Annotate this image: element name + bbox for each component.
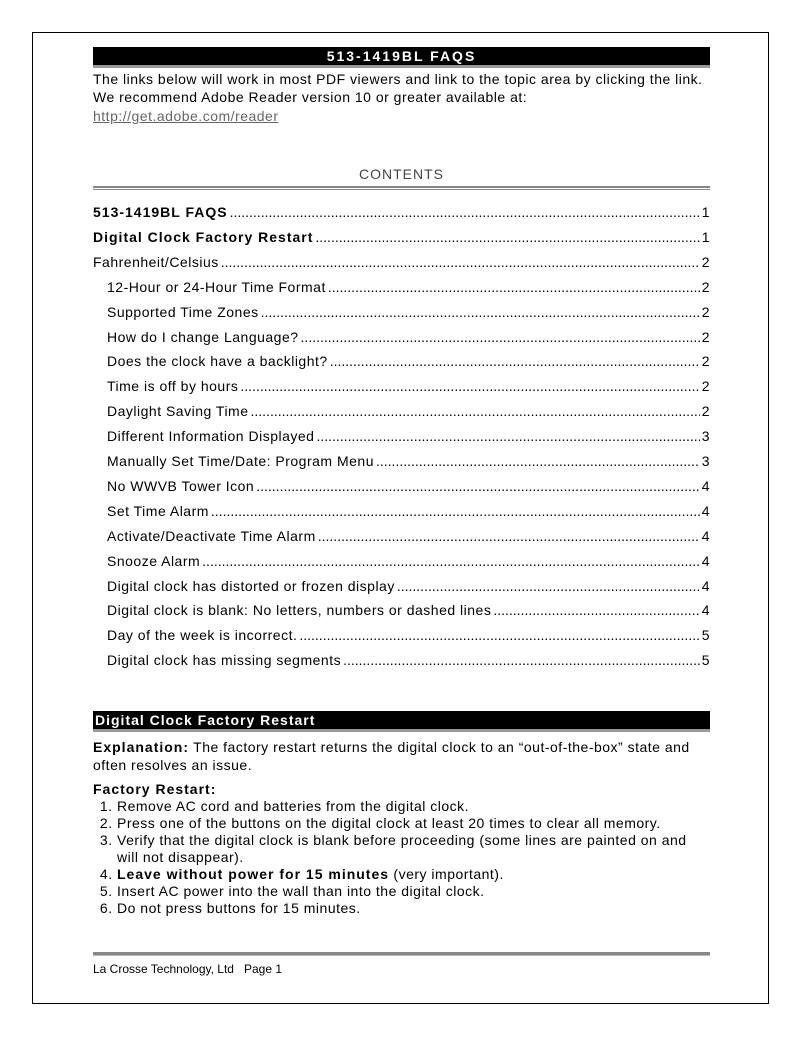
toc-entry[interactable] [107, 552, 710, 570]
toc-leader [318, 527, 700, 545]
toc-page-number: 1 [701, 204, 710, 220]
toc-page-number: 4 [701, 577, 710, 594]
toc-entry[interactable] [107, 352, 710, 370]
toc-page-number: 3 [701, 428, 710, 445]
toc-label: Manually Set Time/Date: Program Menu [107, 453, 374, 469]
step: 2. Press one of the buttons on the digital clock at least 20 times to clear all memory. [117, 815, 710, 832]
toc-page-number: 2 [701, 328, 710, 345]
intro-text: The links below will work in most PDF viewers and link to the topic area by clicking the link. We recommend Adobe Reader version 10 or greater available at: [93, 71, 703, 105]
toc-entry[interactable] [107, 402, 710, 420]
toc-leader [328, 278, 700, 296]
step: 3. Verify that the digital clock is blank before proceeding (some lines are painted on and will not disappear). [117, 832, 710, 866]
toc-entry[interactable] [107, 278, 710, 296]
contents-title: CONTENTS [359, 166, 444, 182]
toc-leader [256, 477, 699, 495]
toc-page-number: 5 [701, 627, 710, 644]
toc-label: Digital clock has missing segments [107, 652, 342, 669]
toc-label: Fahrenheit/Celsius [93, 253, 219, 270]
toc-label: Different Information Displayed [107, 428, 315, 445]
toc-page-number: 2 [701, 403, 710, 420]
toc-page-number: 2 [701, 278, 710, 295]
toc-label: Set Time Alarm [107, 502, 209, 519]
toc-leader [251, 402, 700, 420]
toc-entry[interactable] [107, 303, 710, 321]
step [117, 866, 710, 883]
factory-restart-section [93, 711, 710, 917]
toc-page-number: 2 [701, 353, 710, 370]
toc-label: How do I change Language? [107, 328, 299, 345]
toc-page-number: 2 [701, 303, 710, 320]
step: 1. Remove AC cord and batteries from the digital clock. [117, 798, 710, 815]
toc-page-number: 2 [701, 378, 710, 395]
table-of-contents [93, 203, 710, 673]
toc-label: Digital clock has distorted or frozen display [107, 577, 395, 594]
toc-entry[interactable] [107, 377, 710, 395]
toc-leader [202, 552, 700, 570]
toc-page-number: 3 [701, 453, 710, 469]
step: 5. Insert AC power into the wall than into the digital clock. [117, 883, 710, 900]
toc-page-number: 4 [701, 527, 710, 544]
toc-leader [221, 253, 700, 271]
section-title: Digital Clock Factory Restart [93, 711, 710, 732]
toc-page-number: 1 [701, 228, 710, 245]
toc-label: Time is off by hours [107, 378, 239, 395]
toc-label: Day of the week is incorrect. [107, 627, 298, 644]
divider [93, 186, 710, 190]
toc-entry[interactable] [107, 328, 710, 346]
header-bar [93, 47, 710, 125]
explanation-text: The factory restart returns the digital clock to an “out-of-the-box” state and often resolves an issue. [93, 739, 690, 773]
toc-page-number: 4 [701, 552, 710, 569]
toc-label: 513-1419BL FAQS [93, 204, 228, 220]
toc-page-number: 5 [701, 652, 710, 669]
toc-entry[interactable] [107, 477, 710, 495]
explanation-label: Explanation: [93, 739, 190, 755]
adobe-reader-link[interactable]: http://get.adobe.com/reader [93, 108, 279, 124]
toc-leader [330, 352, 700, 370]
toc-leader [397, 577, 700, 595]
toc-leader [230, 203, 700, 221]
toc-leader [240, 377, 699, 395]
toc-leader [316, 427, 699, 445]
footer-divider [93, 952, 710, 956]
toc-entry[interactable] [107, 626, 710, 644]
toc-label: Does the clock have a backlight? [107, 353, 328, 370]
step-rest: (very important). [389, 866, 504, 882]
toc-label: No WWVB Tower Icon [107, 477, 255, 494]
toc-leader [315, 228, 699, 246]
toc-page-number: 4 [701, 602, 710, 619]
toc-label: Digital clock is blank: No letters, numbers or dashed lines [107, 602, 492, 619]
toc-entry[interactable] [107, 577, 710, 595]
toc-page-number: 4 [701, 502, 710, 519]
toc-entry[interactable] [107, 427, 710, 445]
toc-entry[interactable] [107, 601, 710, 619]
toc-leader [376, 452, 700, 470]
toc-page-number: 2 [701, 253, 710, 270]
toc-leader [301, 328, 700, 346]
steps-title: Factory Restart: [93, 781, 217, 797]
toc-label: Daylight Saving Time [107, 403, 249, 420]
toc-label: Supported Time Zones [107, 303, 259, 320]
toc-label: 12-Hour or 24-Hour Time Format [107, 278, 326, 295]
toc-page-number: 4 [701, 477, 710, 494]
steps-list [93, 798, 710, 917]
toc-entry[interactable] [107, 452, 710, 470]
toc-leader [261, 303, 700, 321]
document-title: 513-1419BL FAQS [93, 47, 710, 68]
step-bold: Leave without power for 15 minutes [117, 866, 390, 882]
contents-heading [93, 166, 710, 190]
toc-entry[interactable] [93, 253, 710, 271]
toc-leader [211, 502, 700, 520]
footer-text: La Crosse Technology, Ltd Page 1 [93, 962, 283, 976]
toc-leader [493, 601, 699, 619]
toc-entry[interactable] [93, 203, 710, 221]
toc-label: Activate/Deactivate Time Alarm [107, 527, 316, 544]
toc-entry[interactable] [107, 651, 710, 669]
toc-leader [343, 651, 700, 669]
toc-entry[interactable] [107, 502, 710, 520]
toc-entry[interactable] [107, 527, 710, 545]
toc-entry[interactable] [93, 228, 710, 246]
step: 6. Do not press buttons for 15 minutes. [117, 900, 710, 917]
toc-leader [299, 626, 699, 644]
toc-label: Digital Clock Factory Restart [93, 228, 314, 245]
explanation [93, 738, 710, 774]
toc-label: Snooze Alarm [107, 552, 201, 569]
